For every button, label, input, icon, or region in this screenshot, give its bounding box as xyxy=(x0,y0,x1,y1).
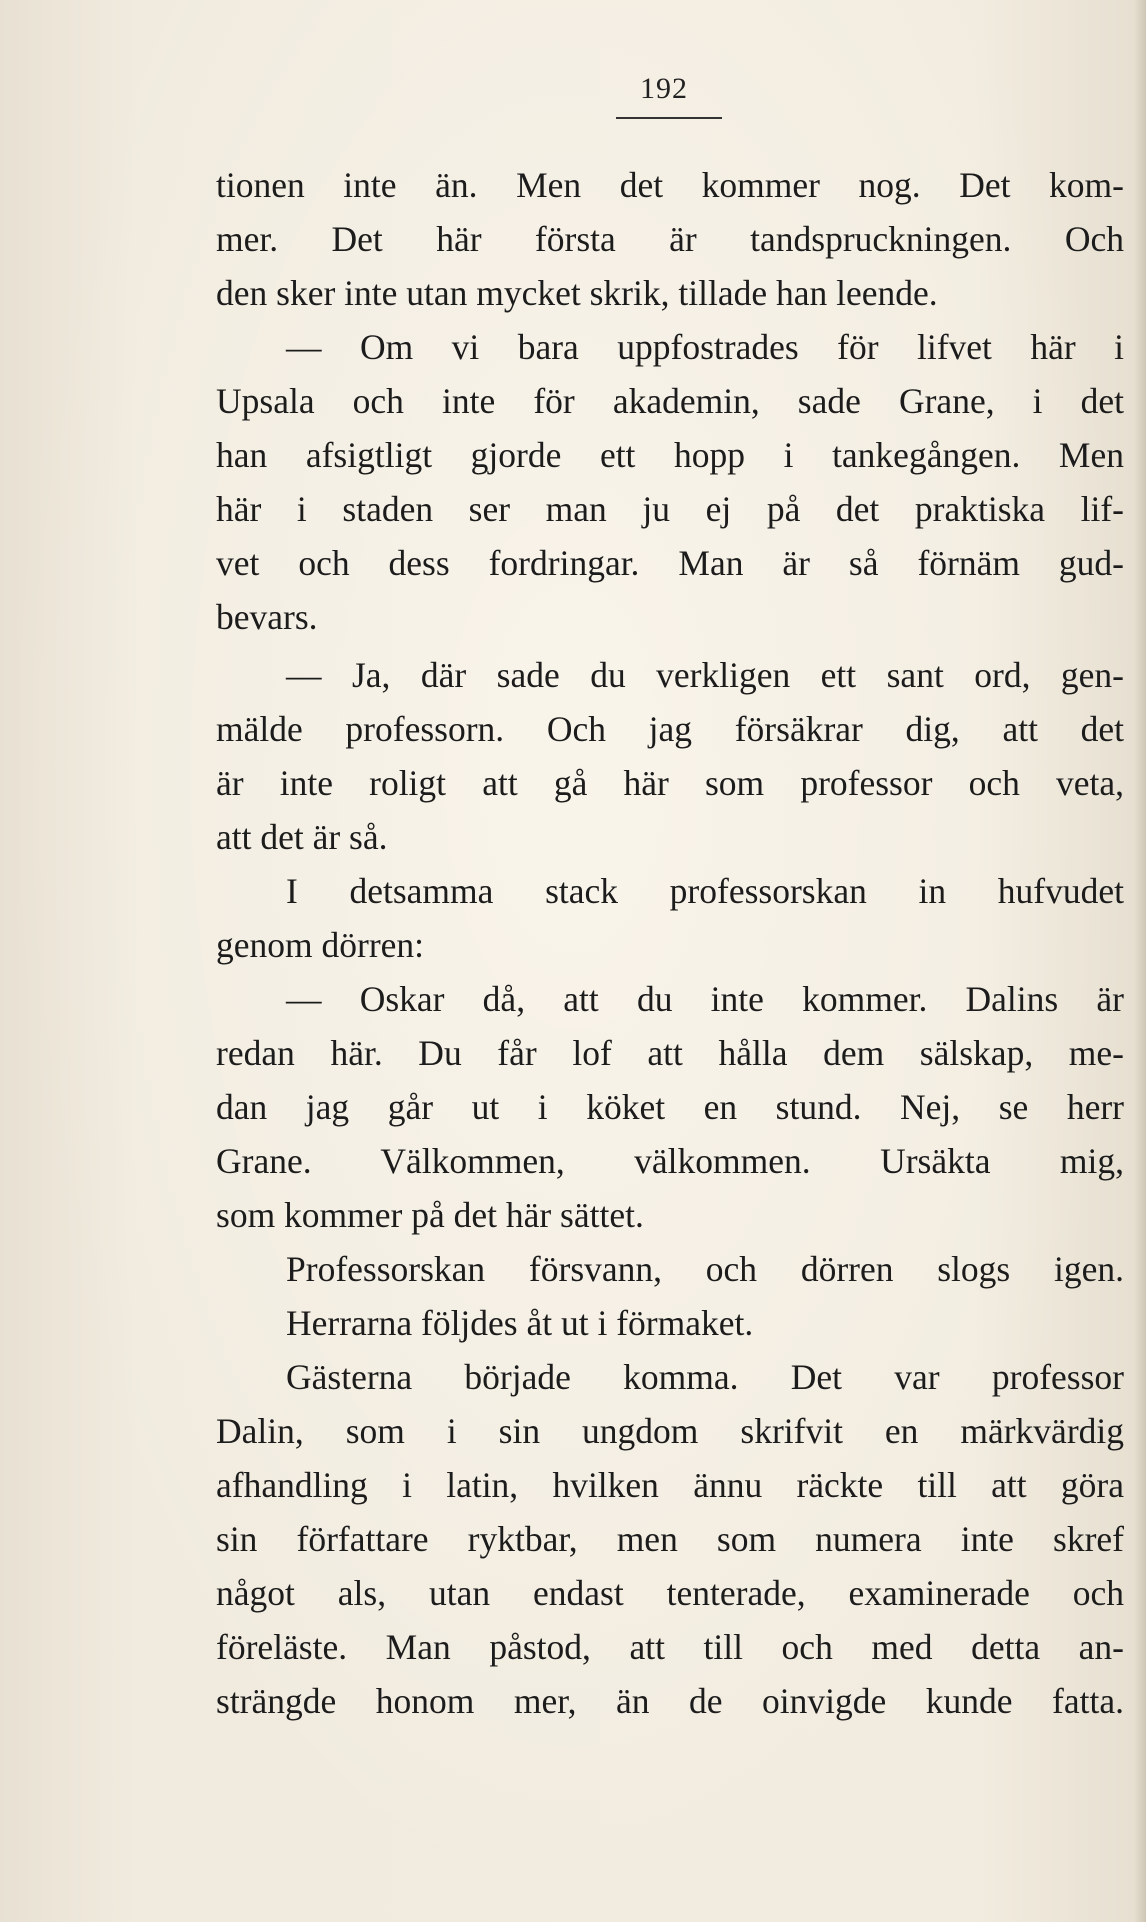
page-edge-shadow xyxy=(1134,0,1146,1922)
text-line: — Om vi bara uppfostrades för lifvet här i xyxy=(286,327,1124,367)
text-line: vet och dess fordringar. Man är så förnäm gud- xyxy=(216,543,1124,583)
text-line: Upsala och inte för akademin, sade Grane, i det xyxy=(216,381,1124,421)
text-line: afhandling i latin, hvilken ännu räckte till att göra xyxy=(216,1465,1124,1505)
text-line: redan här. Du får lof att hålla dem sälskap, me- xyxy=(216,1033,1124,1073)
text-line: mer. Det här första är tandspruckningen. Och xyxy=(216,219,1124,259)
text-line: Gästerna började komma. Det var professor xyxy=(286,1357,1124,1397)
page-number: 192 xyxy=(640,72,688,105)
text-line: I detsamma stack professorskan in hufvudet xyxy=(286,871,1124,911)
page-number-rule xyxy=(616,117,722,119)
text-line: — Ja, där sade du verkligen ett sant ord, gen- xyxy=(286,655,1124,695)
text-line: som kommer på det här sättet. xyxy=(216,1195,644,1235)
text-line: genom dörren: xyxy=(216,925,425,965)
text-line: något als, utan endast tenterade, examinerade och xyxy=(216,1573,1124,1613)
text-line: han afsigtligt gjorde ett hopp i tankegången. Men xyxy=(216,435,1124,475)
text-line: Herrarna följdes åt ut i förmaket. xyxy=(286,1303,754,1343)
text-line: Grane. Välkommen, välkommen. Ursäkta mig, xyxy=(216,1141,1124,1181)
text-line: — Oskar då, att du inte kommer. Dalins är xyxy=(286,979,1124,1019)
text-line: strängde honom mer, än de oinvigde kunde fatta. xyxy=(216,1681,1124,1721)
text-line: är inte roligt att gå här som professor och veta, xyxy=(216,763,1124,803)
text-line: här i staden ser man ju ej på det praktiska lif- xyxy=(216,489,1124,529)
text-line: mälde professorn. Och jag försäkrar dig, att det xyxy=(216,709,1124,749)
text-line: Dalin, som i sin ungdom skrifvit en märkvärdig xyxy=(216,1411,1124,1451)
text-line: föreläste. Man påstod, att till och med detta an- xyxy=(216,1627,1124,1667)
text-line: tionen inte än. Men det kommer nog. Det kom- xyxy=(216,165,1124,205)
text-line: dan jag går ut i köket en stund. Nej, se herr xyxy=(216,1087,1124,1127)
text-line: bevars. xyxy=(216,597,318,637)
body-text xyxy=(216,158,1124,1728)
text-line: Professorskan försvann, och dörren slogs igen. xyxy=(286,1249,1124,1289)
text-line: att det är så. xyxy=(216,817,388,857)
text-line: sin författare ryktbar, men som numera inte skref xyxy=(216,1519,1124,1559)
text-line: den sker inte utan mycket skrik, tillade han leende. xyxy=(216,273,938,313)
